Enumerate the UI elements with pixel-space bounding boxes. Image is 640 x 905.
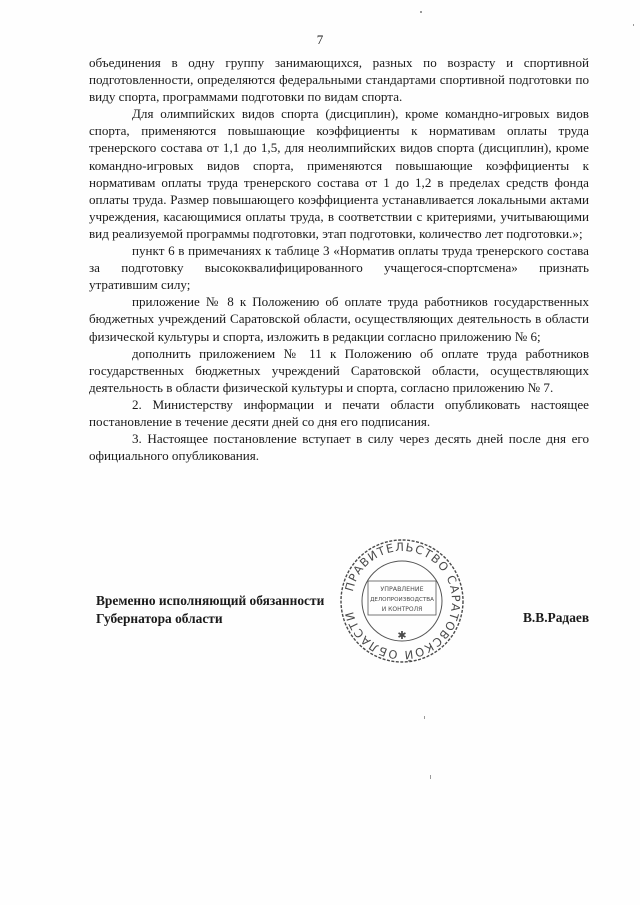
scan-speck: [420, 11, 422, 13]
paragraph-clause-3: 3. Настоящее постановление вступает в силу через десять дней после дня его официального опубликования.: [89, 431, 589, 464]
signer-name: В.В.Радаев: [523, 610, 590, 625]
seal-inner-line-3: И КОНТРОЛЯ: [381, 606, 423, 613]
official-seal: [338, 537, 466, 665]
document-body: [89, 54, 589, 464]
paragraph-appendix-11: дополнить приложением № 11 к Положению об оплате труда работников государственных бюджетных учреждений Саратовской области, осуществляющих деятельность в области физической культуры и спорта, согласно приложению № 7.: [89, 345, 589, 395]
seal-star-icon: ✱: [397, 629, 407, 642]
signer-position-line1: Временно исполняющий обязанности: [96, 593, 325, 608]
scan-speck: [424, 716, 425, 719]
paragraph-clause-2: 2. Министерству информации и печати области опубликовать настоящее постановление в течение десяти дней со дня его подписания.: [89, 396, 589, 429]
paragraph-appendix-8: приложение № 8 к Положению об оплате труда работников государственных бюджетных учреждений Саратовской области, осуществляющих деятельность в области физической культуры и спорта, изложить в редакции согласно приложению № 6;: [89, 294, 589, 344]
paragraph-item-6: пункт 6 в примечаниях к таблице 3 «Норматив оплаты труда тренерского состава за подготовку высококвалифицированного учащегося-спортсмена» признать утратившим силу;: [89, 243, 589, 293]
scan-speck: [633, 24, 634, 26]
signature-block: [96, 592, 324, 628]
paragraph-olympic-coefficients: Для олимпийских видов спорта (дисциплин), кроме командно-игровых видов спорта, применяются повышающие коэффициенты к нормативам оплаты труда тренерского состава от 1,1 до 1,5, для неолимпийских видов спорта (дисциплин), кроме командно-игровых видов спорта, применяются повышающие коэффициенты к нормативам оплаты труда тренерского состава от 1 до 1,2 в пределах средств фонда оплаты труда. Размер повышающего коэффициента устанавливается локальными актами учреждения, касающимися оплаты труда, в соответствии с критериями, учитывающими вид реализуемой программы подготовки, этап подготовки, количество лет подготовки.»;: [89, 106, 589, 241]
seal-inner-line-1: УПРАВЛЕНИЕ: [380, 586, 424, 593]
page-number: 7: [316, 32, 324, 47]
seal-inner-line-2: ДЕЛОПРОИЗВОДСТВА: [370, 597, 434, 603]
paragraph-continuation: объединения в одну группу занимающихся, разных по возрасту и спортивной подготовленности, определяются федеральными стандартами спортивной подготовки по виду спорта, программами подготовки по видам спорта.: [89, 55, 589, 105]
scan-speck: [430, 775, 431, 779]
signer-position-line2: Губернатора области: [96, 611, 223, 626]
svg-text:ПРАВИТЕЛЬСТВО САРАТОВСКОЙ ОБЛА: ПРАВИТЕЛЬСТВО САРАТОВСКОЙ ОБЛАСТИ: [341, 539, 464, 663]
